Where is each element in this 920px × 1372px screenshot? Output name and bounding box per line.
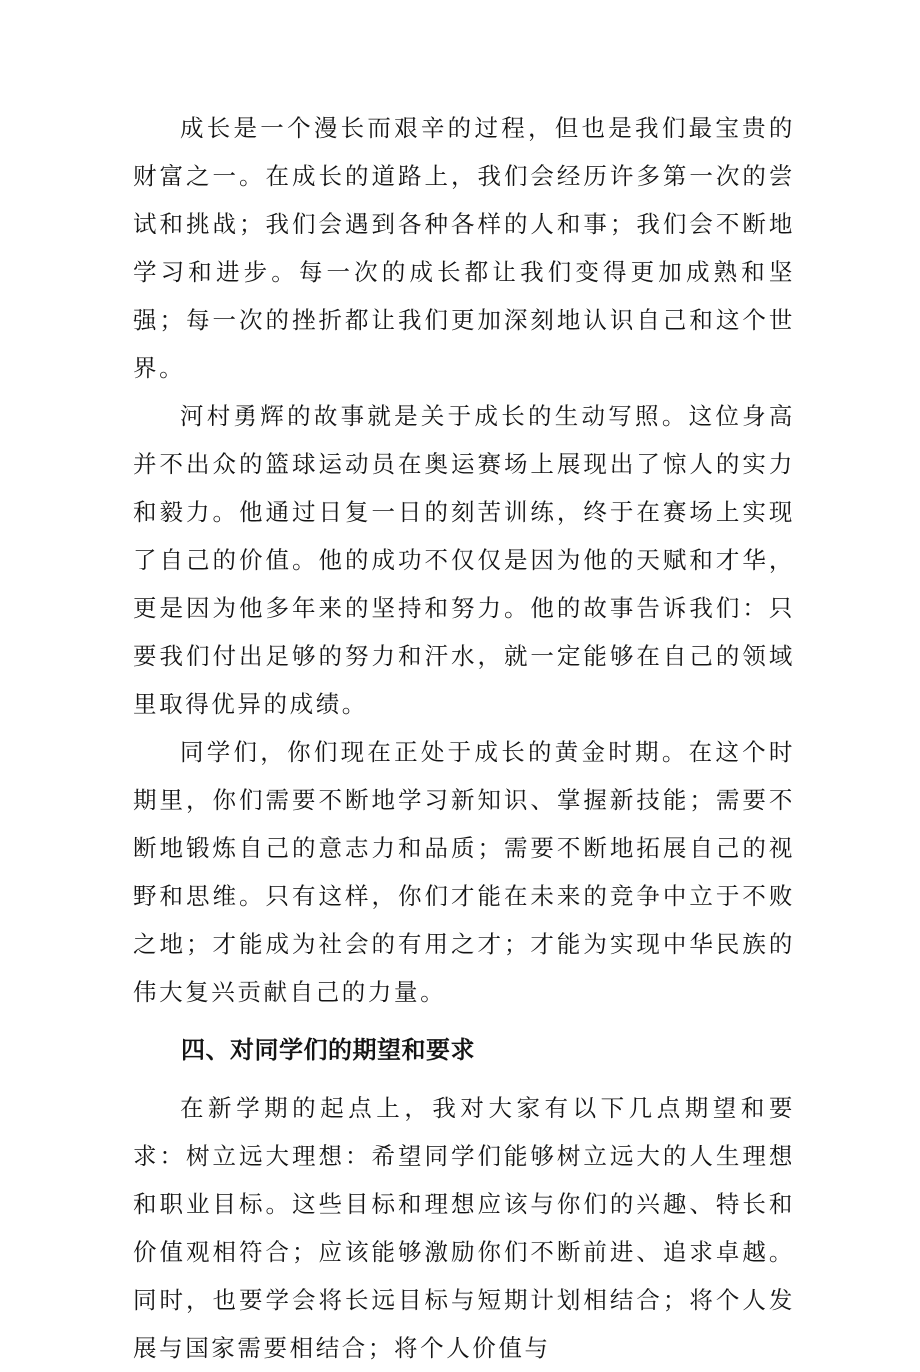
paragraph-growth: 成长是一个漫长而艰辛的过程，但也是我们最宝贵的财富之一。在成长的道路上，我们会经历许多第一次的尝试和挑战；我们会遇到各种各样的人和事；我们会不断地学习和进步。每一次的成长都让我们变得更加成熟和坚强；每一次的挫折都让我们更加深刻地认识自己和这个世界。 [133, 114, 795, 382]
document-body [133, 104, 795, 1372]
section-heading: 四、对同学们的期望和要求 [181, 1036, 475, 1064]
paragraph-golden-period: 同学们，你们现在正处于成长的黄金时期。在这个时期里，你们需要不断地学习新知识、掌握新技能；需要不断地锻炼自己的意志力和品质；需要不断地拓展自己的视野和思维。只有这样，你们才能在未来的竞争中立于不败之地；才能成为社会的有用之才；才能为实现中华民族的伟大复兴贡献自己的力量。 [133, 738, 795, 1006]
paragraph-kawamura-story: 河村勇辉的故事就是关于成长的生动写照。这位身高并不出众的篮球运动员在奥运赛场上展现出了惊人的实力和毅力。他通过日复一日的刻苦训练，终于在赛场上实现了自己的价值。他的成功不仅仅是因为他的天赋和才华，更是因为他多年来的坚持和努力。他的故事告诉我们：只要我们付出足够的努力和汗水，就一定能够在自己的领域里取得优异的成绩。 [133, 402, 795, 718]
paragraph-expectations: 在新学期的起点上，我对大家有以下几点期望和要求：树立远大理想：希望同学们能够树立远大的人生理想和职业目标。这些目标和理想应该与你们的兴趣、特长和价值观相符合；应该能够激励你们不断前进、追求卓越。同时，也要学会将长远目标与短期计划相结合；将个人发展与国家需要相结合；将个人价值与 [133, 1094, 795, 1362]
